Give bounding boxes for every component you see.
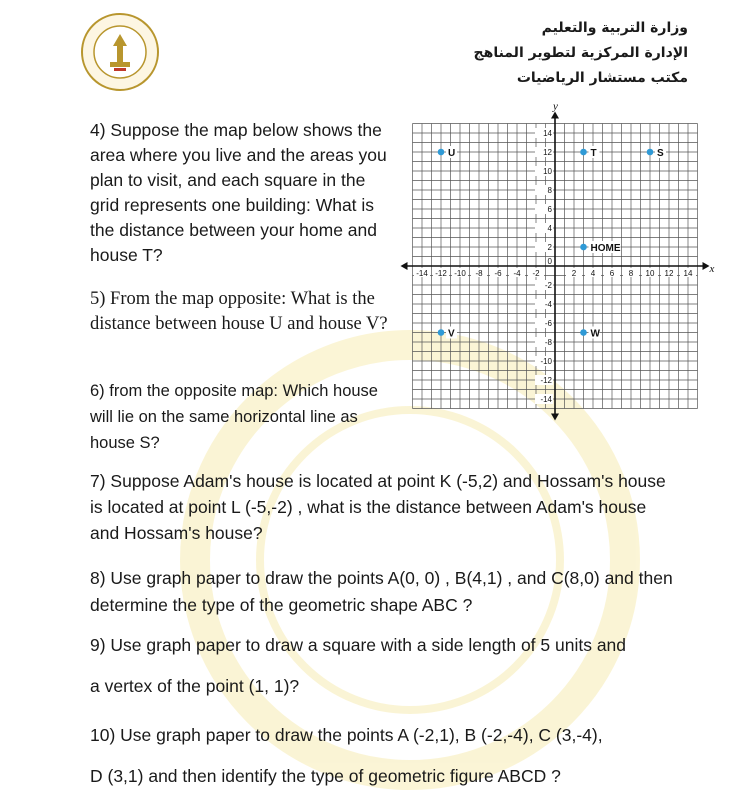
point-t-label: T [590,148,597,159]
y-tick-label: -14 [540,395,552,404]
question-7: 7) Suppose Adam's house is located at point K (-5,2) and Hossam's house is located at point L (-5,-2) , what is the distance between Adam's house and Hossam's house? [90,471,666,543]
point-s-label: S [657,148,664,159]
x-axis-arrow-right [703,262,710,270]
origin-label: 0 [547,257,552,266]
y-axis-label: y [553,100,558,113]
x-tick-label: 4 [590,269,596,278]
y-tick-label: 14 [543,129,552,138]
question-10-line-1: 10) Use graph paper to draw the points A (-2,1), B (-2,-4), C (3,-4), [90,725,603,745]
header-ministry-name: وزارة التربية والتعليم [541,20,688,36]
x-tick-label: -10 [454,269,466,278]
y-tick-label: 8 [547,186,552,195]
y-tick-label: -4 [544,300,552,309]
point-v-label: V [448,328,455,340]
question-10-line-2: D (3,1) and then identify the type of geometric figure ABCD ? [90,766,561,786]
question-4: 4) Suppose the map below shows the area where you live and the areas you plan to visit, and each square in the grid represents one building: What is the distance between your home and house T? [90,120,387,265]
y-tick-label: 2 [547,243,552,252]
x-tick-label: -12 [435,269,447,278]
point-u-marker [438,149,445,156]
x-tick-label: -14 [416,269,428,278]
x-tick-label: 14 [683,269,693,278]
y-axis-arrow-up [551,112,559,119]
point-w-marker [580,329,587,336]
y-tick-label: -10 [540,357,552,366]
question-9-line-2: a vertex of the point (1, 1)? [90,676,300,696]
y-tick-label: -6 [544,319,552,328]
point-t-marker [580,149,587,156]
x-axis-label: x [709,263,715,275]
x-tick-label: 2 [571,269,577,278]
x-tick-label: 12 [664,269,674,278]
header-office: مكتب مستشار الرياضيات [516,70,688,86]
y-tick-label: -2 [544,281,552,290]
point-v-marker [438,329,445,336]
y-tick-label: -12 [540,376,552,385]
x-tick-label: -8 [475,269,483,278]
y-tick-label: 6 [547,205,552,214]
question-6: 6) from the opposite map: Which house will lie on the same horizontal line as house S? [90,382,378,452]
point-u-label: U [448,148,456,159]
ministry-seal [80,12,160,92]
x-tick-label: -6 [494,269,502,278]
y-tick-label: 10 [543,167,552,176]
header-department: الإدارة المركزية لتطوير المناهج [473,45,688,61]
y-tick-label: 4 [547,224,552,233]
point-home-label: HOME [590,243,621,254]
y-tick-label: 12 [543,148,552,157]
x-tick-label: 8 [628,269,634,278]
question-8: 8) Use graph paper to draw the points A(0, 0) , B(4,1) , and C(8,0) and then determine the type of the geometric shape ABC ? [90,568,673,615]
coordinate-grid-svg [400,100,720,424]
question-9-line-1: 9) Use graph paper to draw a square with a side length of 5 units and [90,635,627,655]
point-s-marker [647,149,654,156]
point-w-label: W [590,328,600,340]
x-tick-label: 6 [609,269,615,278]
x-tick-label: -4 [513,269,521,278]
x-tick-label: -2 [532,269,540,278]
x-axis-arrow-left [401,262,408,270]
y-axis-arrow-down [551,414,559,421]
question-5: 5) From the map opposite: What is the distance between house U and house V? [90,289,388,334]
ministry-header [474,16,688,91]
y-tick-label: -8 [544,338,552,347]
coordinate-grid-map [400,100,720,424]
point-home-marker [580,244,587,251]
x-tick-label: 10 [645,269,655,278]
